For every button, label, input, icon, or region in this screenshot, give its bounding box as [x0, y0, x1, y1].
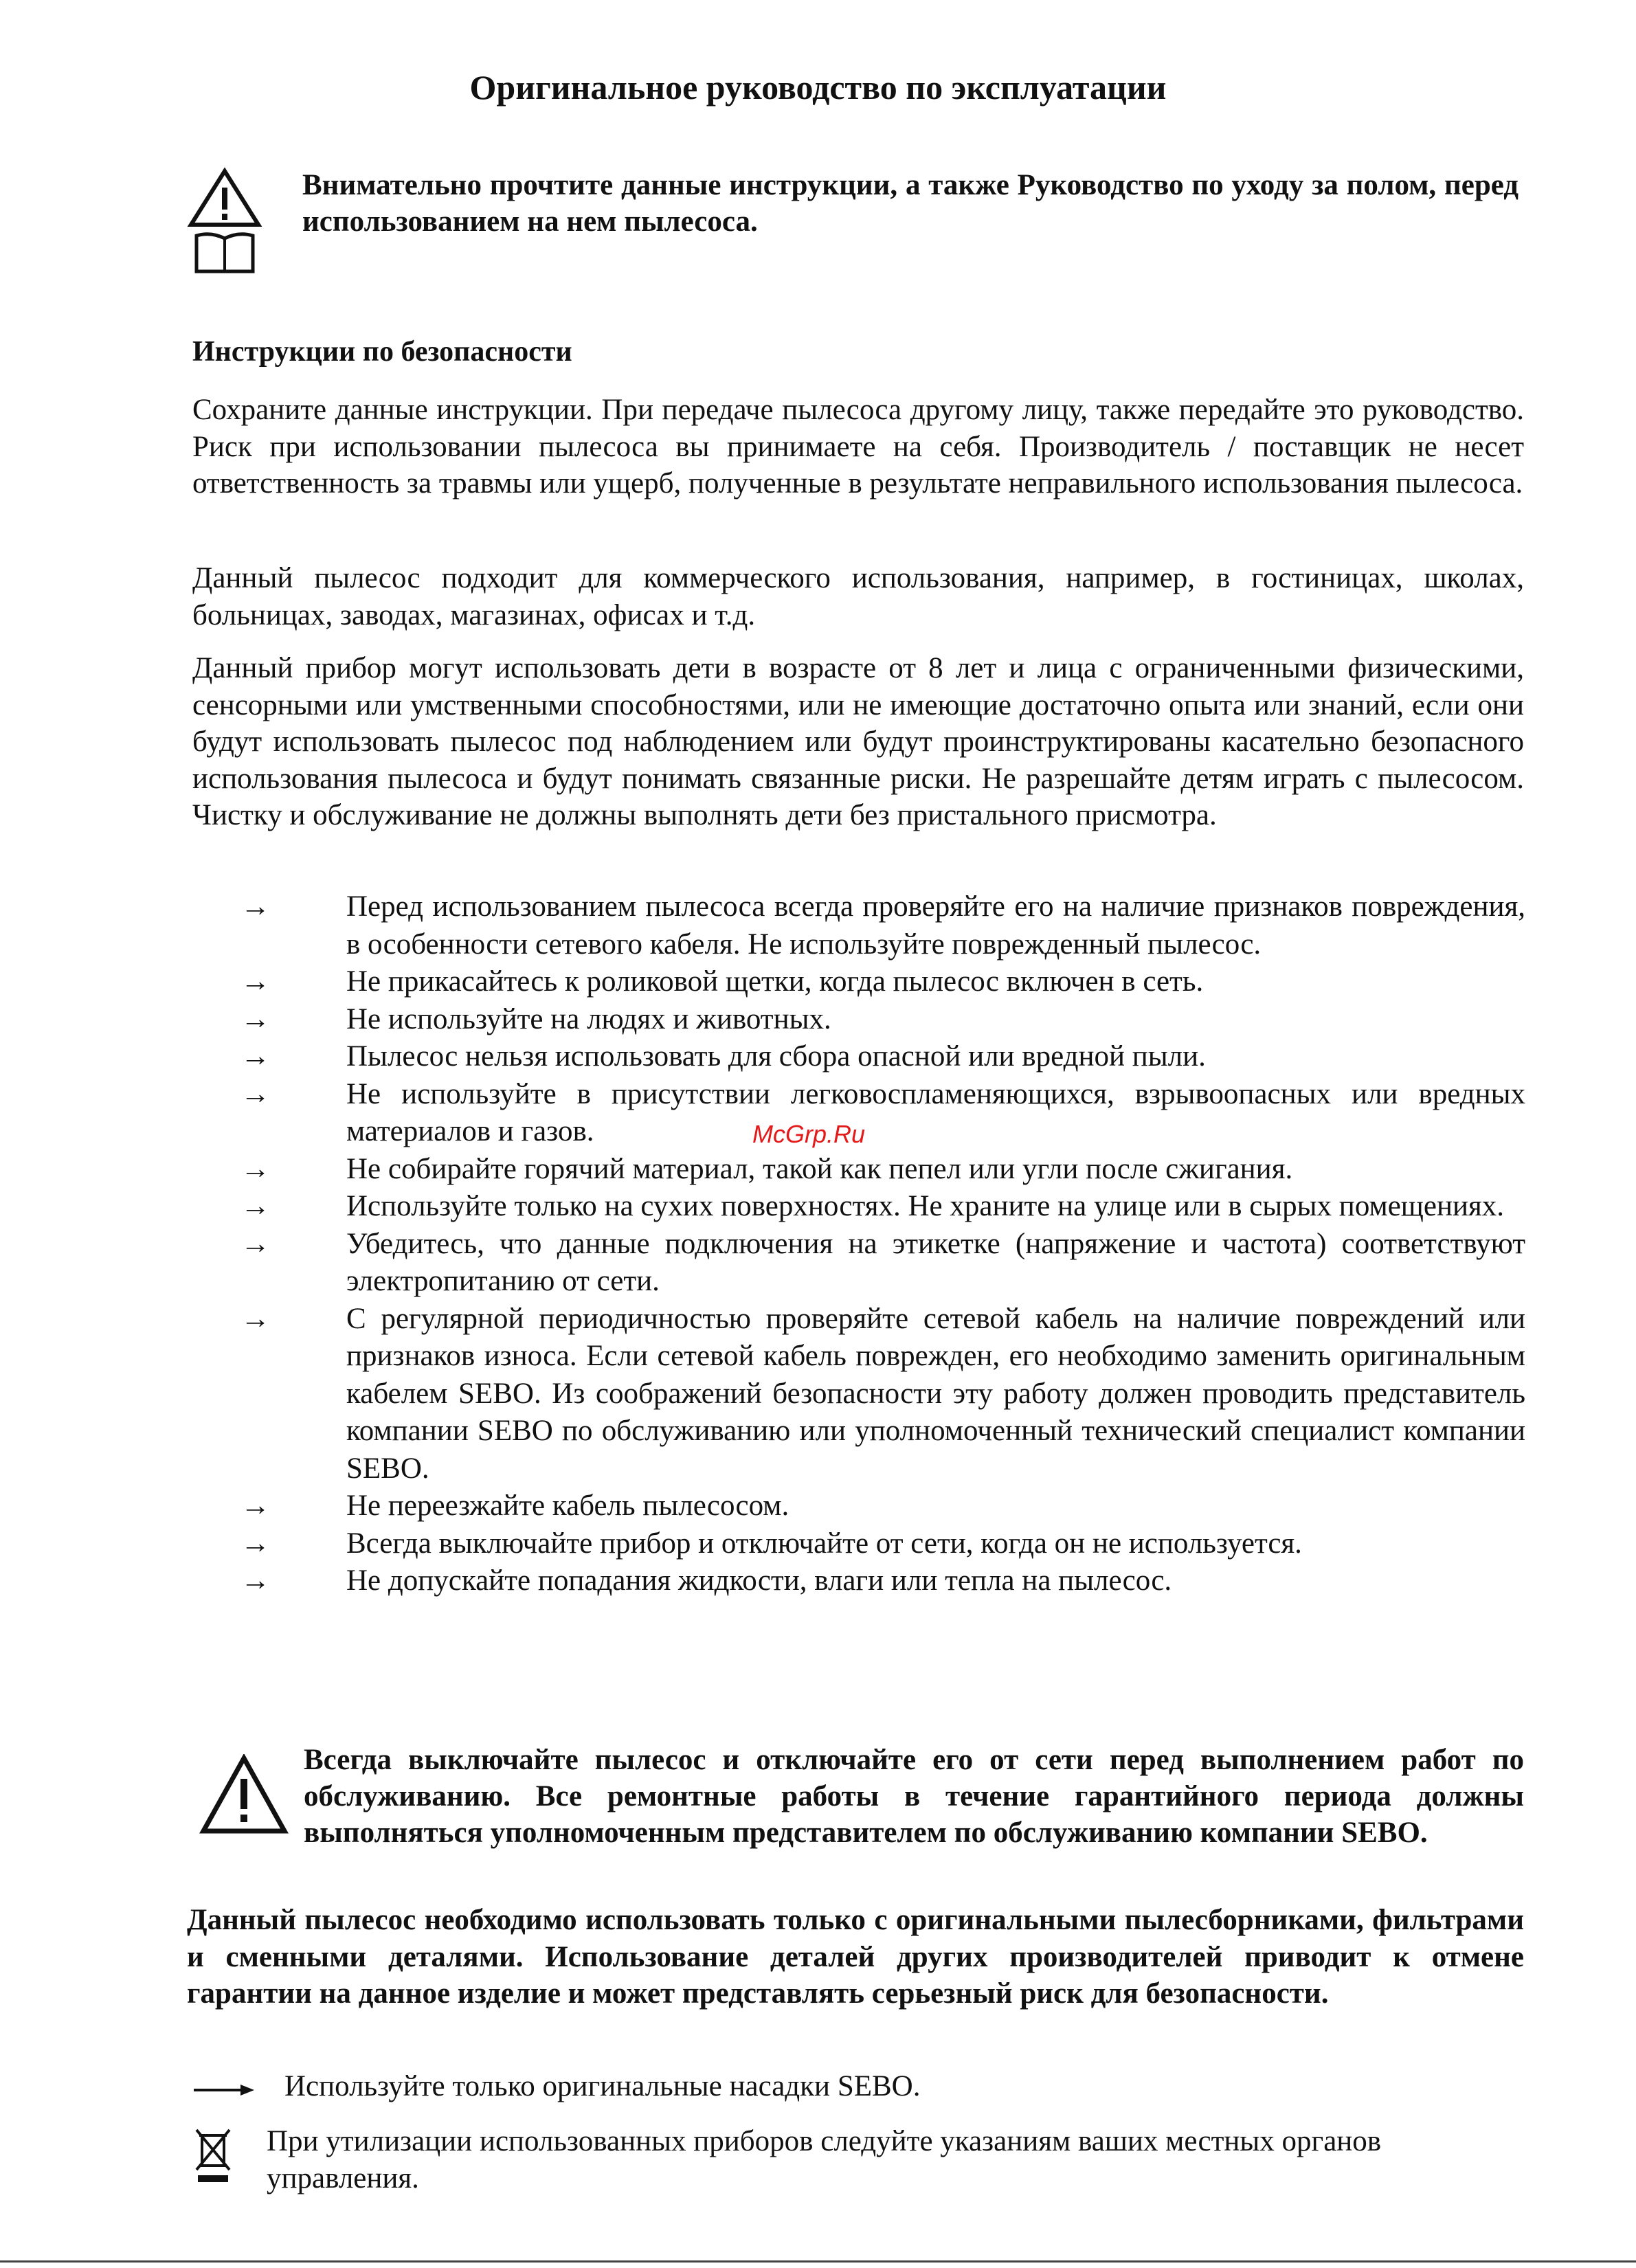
arrow-right-icon: → [240, 1040, 270, 1073]
crossed-bin-icon [192, 2127, 234, 2185]
list-item: → Перед использованием пылесоса всегда проверяйте его на наличие признаков повреждения, в особенности сетевого кабеля. Не используйте поврежденный пылесос. [240, 888, 1525, 963]
disposal-note-text: При утилизации использованных приборов следуйте указаниям ваших местных органов управления. [267, 2125, 1382, 2194]
list-item: → Пылесос нельзя использовать для сбора опасной или вредной пыли. [240, 1038, 1525, 1076]
list-item: → Не переезжайте кабель пылесосом. [240, 1487, 1525, 1525]
intro-warning-text: Внимательно прочтите данные инструкции, а также Руководство по уходу за полом, перед использованием на нем пылесоса. [302, 169, 1519, 238]
accessory-note-text: Используйте только оригинальные насадки SEBO. [284, 2070, 921, 2102]
arrow-right-icon: → [240, 1002, 270, 1035]
paragraph-children-use: Данный прибор могут использовать дети в возрасте от 8 лет и лица с ограниченными физическими, сенсорными или умственными способностями, или не имеющие достаточно опыта или знаний, если они будут использовать пылесос под наблюдением или будут проинструктированы касательно безопасного использования пылесоса и будут понимать связанные риски. Не разрешайте детям играть с пылесосом. Чистку и обслуживание не должны выполнять дети без пристального присмотра. [192, 652, 1524, 831]
arrow-right-icon: → [240, 1564, 270, 1597]
arrow-right-icon: → [240, 1190, 270, 1222]
arrow-right-icon: → [240, 1077, 270, 1110]
paragraph-commercial-use: Данный пылесос подходит для коммерческого использования, например, в гостиницах, школах, больницах, заводах, магазинах, офисах и т.д. [192, 562, 1524, 631]
watermark: McGrp.Ru [752, 1120, 866, 1148]
list-item: → Используйте только на сухих поверхностях. Не храните на улице или в сырых помещениях. [240, 1188, 1525, 1226]
service-warning-text: Всегда выключайте пылесос и отключайте его от сети перед выполнением работ по обслуживанию. Все ремонтные работы в течение гарантийного периода должны выполняться уполномоченным представителем по обслуживанию компании SEBO. [304, 1744, 1524, 1849]
original-parts-note: Данный пылесос необходимо использовать только с оригинальными пылесборниками, фильтрами и сменными деталями. Использование деталей других производителей приводит к отмене гарантии на данное изделие и может представлять серьезный риск для безопасности. [187, 1904, 1524, 2010]
warning-triangle-icon [199, 1754, 289, 1835]
arrow-right-icon: → [240, 1302, 270, 1335]
warning-book-icon [187, 167, 262, 277]
list-item: → Не собирайте горячий материал, такой как пепел или угли после сжигания. [240, 1151, 1525, 1189]
arrow-right-icon: → [240, 965, 270, 998]
paragraph-keep-instructions: Сохраните данные инструкции. При передаче пылесоса другому лицу, также передайте это руководство. Риск при использовании пылесоса вы принимаете на себя. Производитель / поставщик не несет ответственность за травмы или ущерб, полученные в результате неправильного использования пылесоса. [192, 394, 1524, 499]
list-item: → С регулярной периодичностью проверяйте сетевой кабель на наличие повреждений или признаков износа. Если сетевой кабель поврежден, его необходимо заменить оригинальным кабелем SEBO. Из соображений безопасности эту работу должен проводить представитель компании SEBO по обслуживанию или уполномоченный технический специалист компании SEBO. [240, 1301, 1525, 1488]
list-item: → Не допускайте попадания жидкости, влаги или тепла на пылесос. [240, 1562, 1525, 1600]
long-arrow-icon [192, 2083, 256, 2097]
list-item: → Убедитесь, что данные подключения на этикетке (напряжение и частота) соответствуют электропитанию от сети. [240, 1226, 1525, 1301]
page-bottom-edge [0, 2260, 1636, 2263]
arrow-right-icon: → [240, 890, 270, 923]
list-item: → Не используйте на людях и животных. [240, 1001, 1525, 1039]
page-title: Оригинальное руководство по эксплуатации [469, 68, 1167, 106]
arrow-right-icon: → [240, 1152, 270, 1185]
list-item: → Не прикасайтесь к роликовой щетки, когда пылесос включен в сеть. [240, 963, 1525, 1001]
arrow-right-icon: → [240, 1527, 270, 1560]
arrow-right-icon: → [240, 1490, 270, 1522]
safety-bullet-list [240, 888, 1525, 1600]
arrow-right-icon: → [240, 1227, 270, 1260]
safety-heading: Инструкции по безопасности [192, 336, 572, 368]
list-item: → Не используйте в присутствии легковоспламеняющихся, взрывоопасных или вредных материалов и газов. [240, 1076, 1525, 1151]
list-item: → Всегда выключайте прибор и отключайте от сети, когда он не используется. [240, 1525, 1525, 1563]
